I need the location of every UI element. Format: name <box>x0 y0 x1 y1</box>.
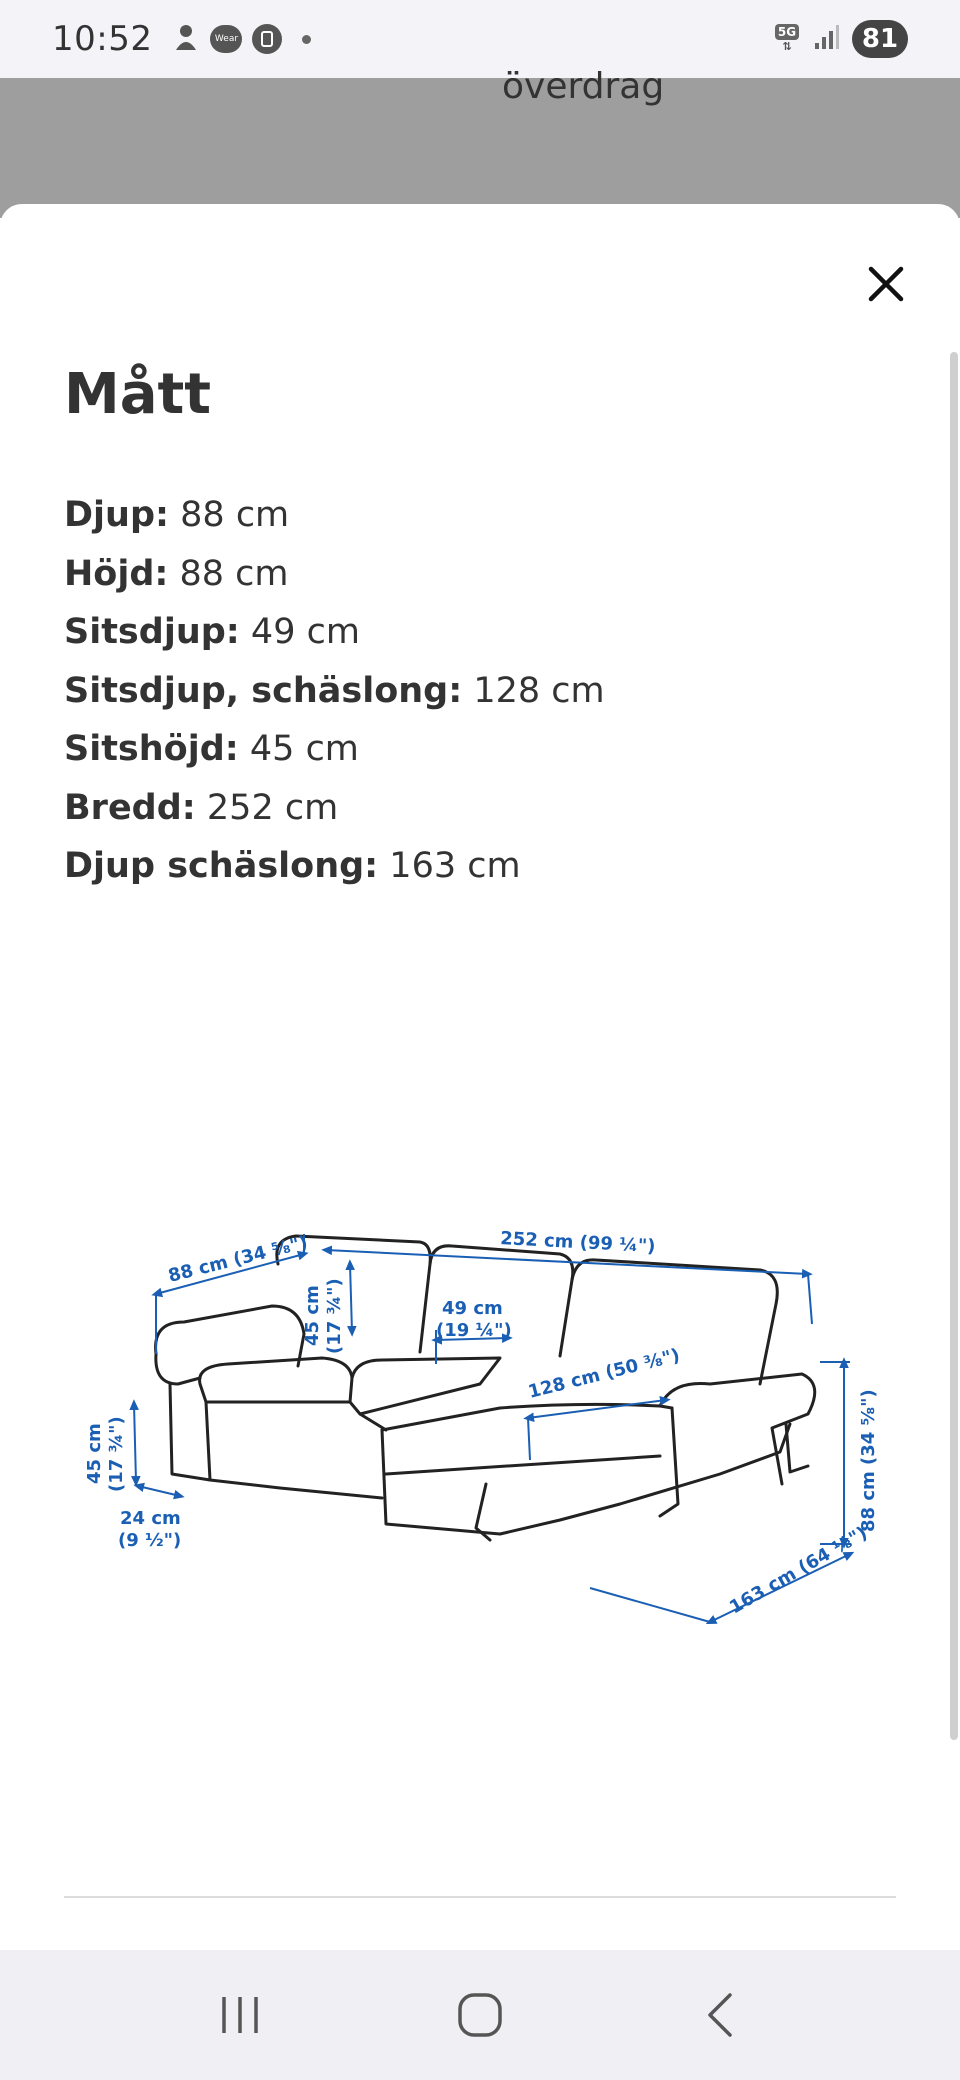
dimension-value: 88 cm <box>168 553 289 594</box>
dimension-label: Sitsdjup: <box>64 612 240 652</box>
dimension-item-depth <box>64 486 605 545</box>
label-back-height-a: 45 cm <box>302 1285 323 1346</box>
sheet-title: Mått <box>64 362 212 427</box>
close-icon <box>868 266 904 302</box>
divider <box>64 1896 896 1898</box>
recent-apps-icon <box>218 1993 262 2037</box>
watch-icon <box>252 24 282 54</box>
dimension-label: Bredd: <box>64 787 196 828</box>
dimension-lines <box>134 1231 850 1622</box>
5g-icon: 5G ⇅ <box>772 22 802 56</box>
home-icon <box>456 1991 504 2039</box>
dimensions-sheet <box>0 204 960 1950</box>
dimension-labels <box>84 1228 879 1618</box>
status-time: 10:52 <box>52 19 153 59</box>
sofa-drawing <box>156 1236 815 1540</box>
label-seat-depth-b: (19 ¼") <box>436 1320 512 1341</box>
dimension-label: Djup schäslong: <box>64 846 379 886</box>
back-button[interactable] <box>680 1975 760 2055</box>
background-partial-text: överdrag <box>502 66 665 107</box>
dimension-item-chaise-seat-depth <box>64 662 605 721</box>
status-bar <box>0 0 960 78</box>
recent-apps-button[interactable] <box>200 1975 280 2055</box>
notification-icon <box>172 22 200 56</box>
wear-icon: Wear <box>210 25 242 53</box>
label-depth: 88 cm (34 ⅝") <box>166 1231 310 1287</box>
battery-icon: 81 <box>852 20 908 58</box>
label-back-height-b: (17 ¾") <box>324 1278 345 1354</box>
dimension-value: 128 cm <box>462 670 605 711</box>
status-icons-left <box>172 22 311 56</box>
label-leg-b: (9 ½") <box>118 1530 182 1551</box>
dimension-value: 49 cm <box>239 612 360 652</box>
dimension-value: 252 cm <box>195 787 339 828</box>
dimension-item-seat-depth <box>64 603 605 662</box>
dimension-item-seat-height <box>64 720 605 779</box>
dimension-label: Sitshöjd: <box>64 729 239 769</box>
label-leg-a: 24 cm <box>120 1508 181 1529</box>
scrollbar[interactable] <box>950 352 958 1740</box>
label-seat-depth-a: 49 cm <box>442 1298 503 1319</box>
sofa-dimension-diagram <box>60 1084 900 1624</box>
background-page <box>0 66 960 218</box>
signal-icon <box>814 23 840 55</box>
back-icon <box>702 1991 738 2039</box>
navigation-bar <box>0 1950 960 2080</box>
dimensions-list <box>64 486 605 896</box>
dimension-label: Höjd: <box>64 553 169 594</box>
label-chaise-seat-depth: 128 cm (50 ⅜") <box>526 1344 682 1403</box>
dimension-value: 163 cm <box>378 846 521 886</box>
dimension-value: 45 cm <box>238 729 359 769</box>
label-seat-height-a: 45 cm <box>84 1423 105 1484</box>
label-height: 88 cm (34 ⅝") <box>858 1389 879 1532</box>
dimension-item-width <box>64 779 605 838</box>
label-seat-height-b: (17 ¾") <box>106 1416 127 1492</box>
home-button[interactable] <box>440 1975 520 2055</box>
dimension-label: Djup: <box>64 495 170 535</box>
dimension-label: Sitsdjup, schäslong: <box>64 670 463 711</box>
dimension-item-height <box>64 545 605 604</box>
status-icons-right <box>772 20 908 58</box>
label-chaise-depth: 163 cm (64 ⅛") <box>726 1522 872 1619</box>
dimension-value: 88 cm <box>169 495 290 535</box>
label-width: 252 cm (99 ¼") <box>499 1228 656 1258</box>
dimension-item-chaise-depth <box>64 837 605 896</box>
dot-icon <box>302 35 311 44</box>
close-button[interactable] <box>858 256 914 312</box>
